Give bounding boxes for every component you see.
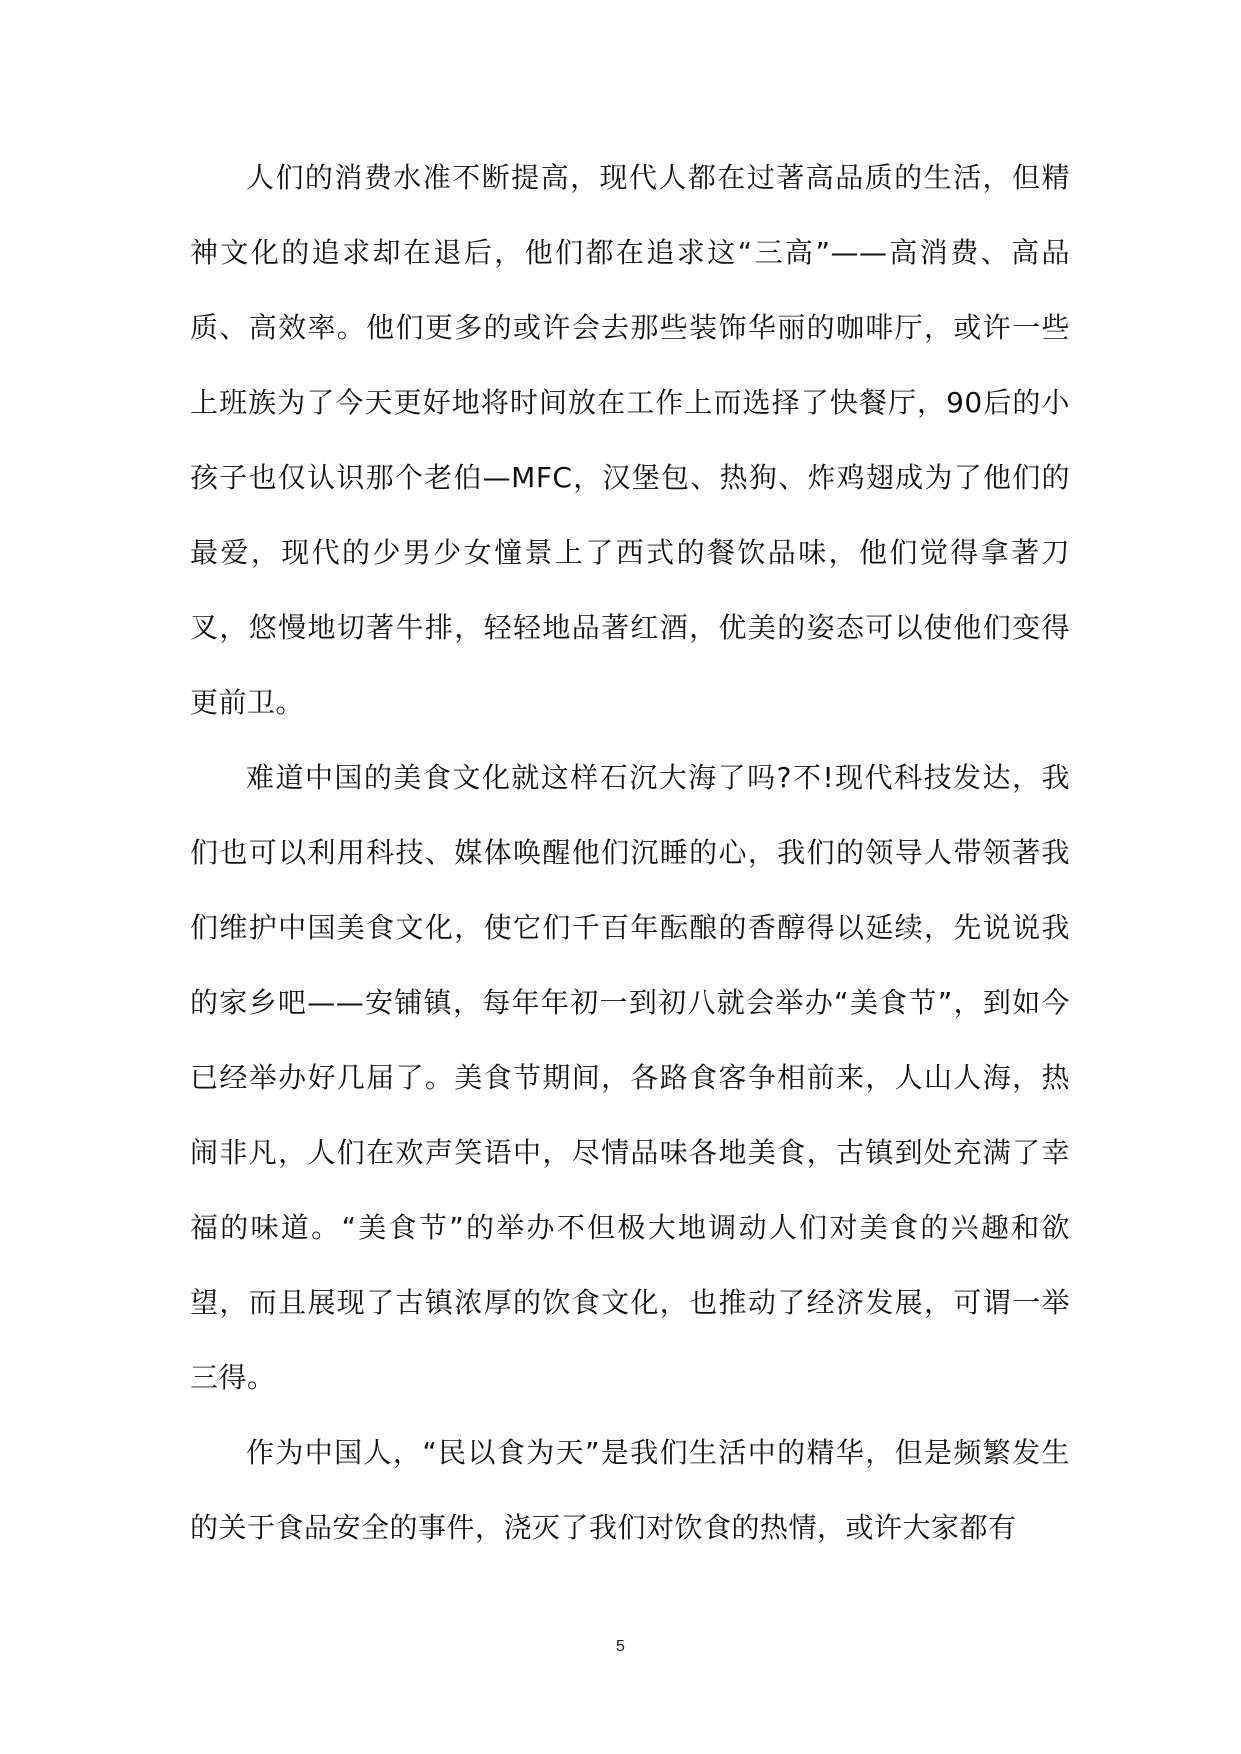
paragraph-1: 人们的消费水准不断提高，现代人都在过著高品质的生活，但精神文化的追求却在退后，他们都在追求这“三高”——高消费、高品质、高效率。他们更多的或许会去那些装饰华丽的咖啡厅，或许一些上班族为了今天更好地将时间放在工作上而选择了快餐厅，90后的小孩子也仅认识那个老伯—MFC，汉堡包、热狗、炸鸡翅成为了他们的最爱，现代的少男少女憧景上了西式的餐饮品味，他们觉得拿著刀叉，悠慢地切著牛排，轻轻地品著红酒，优美的姿态可以使他们变得更前卫。: [190, 161, 1070, 719]
paragraph-3: 作为中国人，“民以食为天”是我们生活中的精华，但是频繁发生的关于食品安全的事件，浇灭了我们对饮食的热情，或许大家都有: [190, 1436, 1070, 1544]
document-body: [190, 140, 1070, 1565]
page-number: 5: [616, 1638, 625, 1655]
paragraph-2: 难道中国的美食文化就这样石沉大海了吗?不!现代科技发达，我们也可以利用科技、媒体唤醒他们沉睡的心，我们的领导人带领著我们维护中国美食文化，使它们千百年酝酿的香醇得以延续，先说说我的家乡吧——安铺镇，每年年初一到初八就会举办“美食节”，到如今已经举办好几届了。美食节期间，各路食客争相前来，人山人海，热闹非凡，人们在欢声笑语中，尽情品味各地美食，古镇到处充满了幸福的味道。“美食节”的举办不但极大地调动人们对美食的兴趣和欲望，而且展现了古镇浓厚的饮食文化，也推动了经济发展，可谓一举三得。: [190, 761, 1070, 1394]
